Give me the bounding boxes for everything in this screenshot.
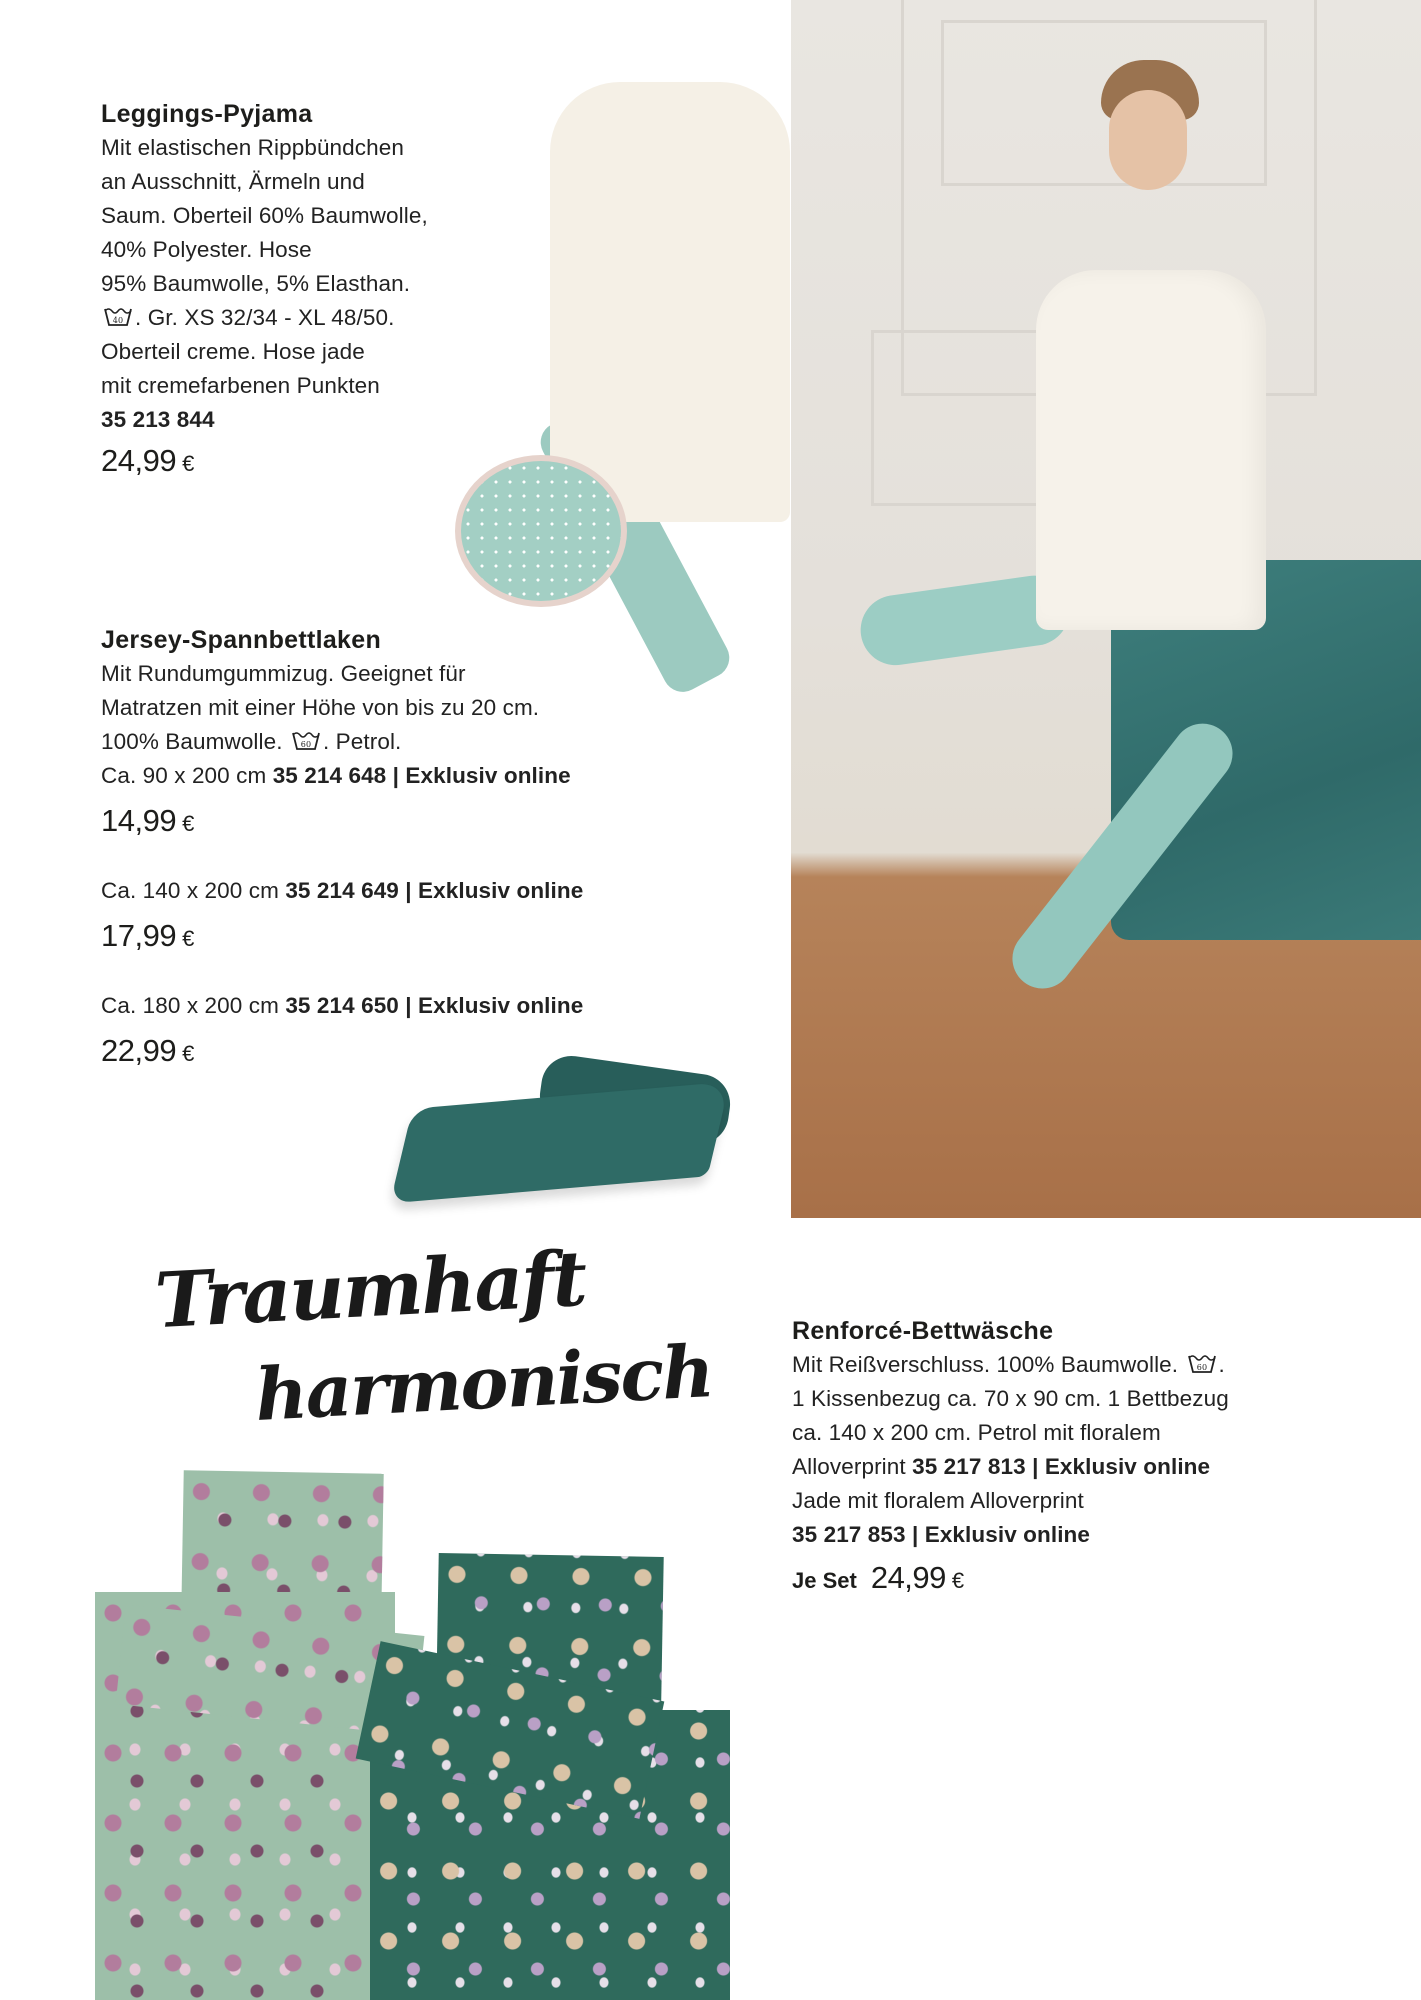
product-desc-line: Mit Reißverschluss. 100% Baumwolle. 60 . [792,1352,1225,1377]
svg-text:60: 60 [300,740,312,749]
price: 24,99 € [101,443,194,478]
wash-40-icon [103,306,133,328]
product-desc-line: Mit elastischen Rippbündchen [101,135,404,160]
product-desc-line: 40% Polyester. Hose [101,237,312,262]
headline-line2: harmonisch [253,1328,715,1437]
product-desc-line: 95% Baumwolle, 5% Elasthan. [101,271,411,296]
product-jersey-spannbettlaken [101,623,701,1074]
fitted-sheet-image [390,1082,730,1204]
variant-line: Alloverprint 35 217 813 | Exklusiv online [792,1454,1211,1479]
product-material-line: 100% Baumwolle. 60 . Petrol. [101,729,402,754]
svg-text:60: 60 [1196,1363,1207,1372]
product-desc-line: Jade mit floralem Alloverprint [792,1488,1084,1513]
lifestyle-photo [791,0,1421,1218]
product-title: Renforcé-Bettwäsche [792,1317,1054,1345]
wall-panel-lower [871,330,1047,506]
headline-line1: Traumhaft [152,1233,588,1346]
price: 14,99 € [101,803,194,838]
wash-60-icon [1187,1353,1217,1375]
price: 22,99 € [101,1033,194,1068]
product-desc-line: mit cremefarbenen Punkten [101,373,380,398]
price: Je Set 24,99 € [792,1560,964,1595]
product-desc-line: Mit Rundumgummizug. Geeignet für [101,661,466,686]
product-renforce-bettwaesche [792,1314,1352,1601]
svg-text:40: 40 [112,316,124,325]
product-desc-line: Saum. Oberteil 60% Baumwolle, [101,203,428,228]
model-sweater [1036,270,1266,630]
article-number: 35 213 844 [101,407,215,432]
article-number: 35 217 853 | Exklusiv online [792,1522,1091,1547]
product-leggings-pyjama [101,97,481,484]
model-head [1109,90,1187,190]
product-desc-line: an Ausschnitt, Ärmeln und [101,169,365,194]
size-range: . Gr. XS 32/34 - XL 48/50. [135,305,395,330]
price: 17,99 € [101,918,194,953]
variant-line: Ca. 180 x 200 cm 35 214 650 | Exklusiv online [101,993,584,1018]
variant-line: Ca. 90 x 200 cm 35 214 648 | Exklusiv online [101,763,571,788]
product-title: Jersey-Spannbettlaken [101,626,382,654]
product-title: Leggings-Pyjama [101,100,313,128]
wash-60-icon [291,730,321,752]
product-desc-line: Oberteil creme. Hose jade [101,339,365,364]
product-desc-line: 1 Kissenbezug ca. 70 x 90 cm. 1 Bettbezug [792,1386,1229,1411]
headline [152,1233,715,1445]
product-desc-line: Matratzen mit einer Höhe von bis zu 20 cm. [101,695,540,720]
product-size-line [101,301,481,335]
variant-line: Ca. 140 x 200 cm 35 214 649 | Exklusiv online [101,878,584,903]
product-desc-line: ca. 140 x 200 cm. Petrol mit floralem [792,1420,1161,1445]
pyjama-top-image [550,82,790,522]
